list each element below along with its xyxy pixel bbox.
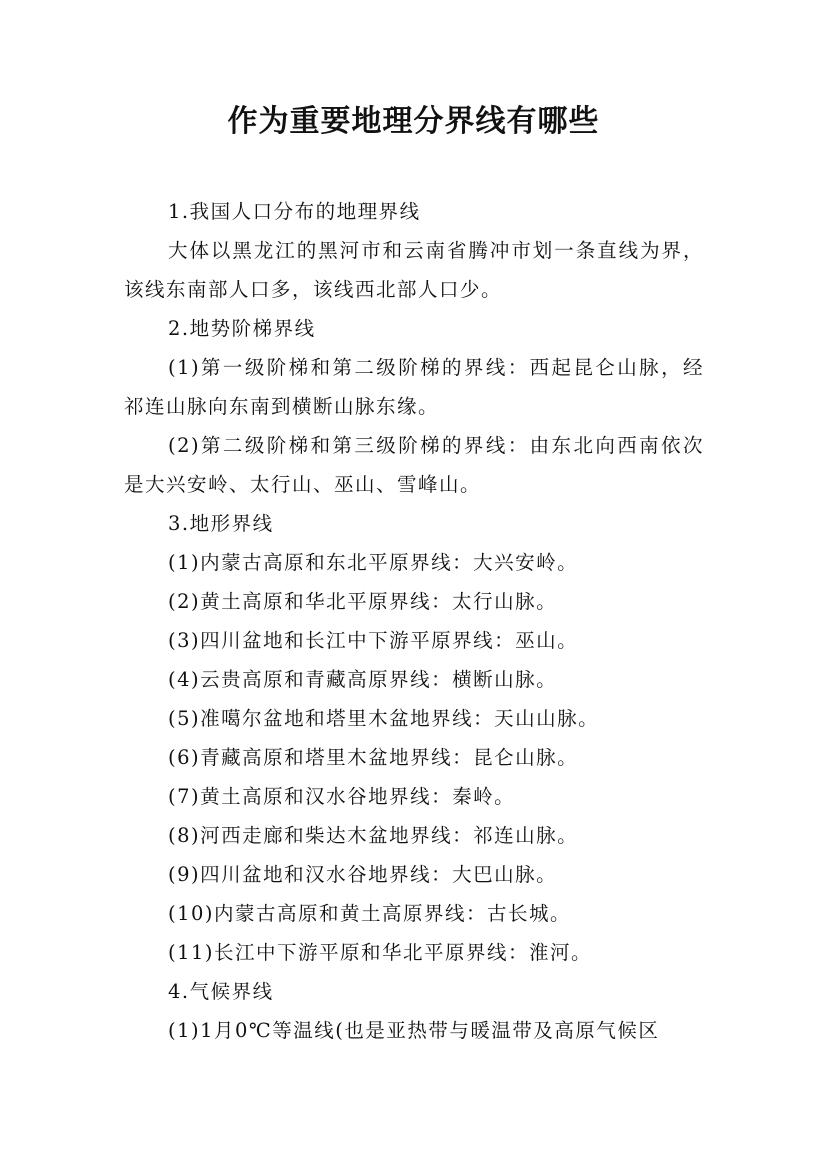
- paragraph-step-2-3: (2)第二级阶梯和第三级阶梯的界线：由东北向西南依次是大兴安岭、太行山、巫山、雪峰山。: [124, 434, 704, 496]
- document-title: 作为重要地理分界线有哪些: [227, 104, 600, 139]
- list-item-climate-1: (1)1月0℃等温线(也是亚热带与暖温带及高原气候区: [168, 1019, 660, 1042]
- paragraph-step-1-2: (1)第一级阶梯和第二级阶梯的界线：西起昆仑山脉，经祁连山脉向东南到横断山脉东缘。: [124, 356, 704, 418]
- heading-landform-lines: 3.地形界线: [168, 512, 274, 535]
- list-item-landform-9: (9)四川盆地和汉水谷地界线：大巴山脉。: [168, 863, 558, 886]
- list-item-landform-7: (7)黄土高原和汉水谷地界线：秦岭。: [168, 785, 516, 808]
- document-body: [124, 192, 704, 1050]
- heading-climate-lines: 4.气候界线: [168, 980, 274, 1003]
- list-item-landform-6: (6)青藏高原和塔里木盆地界线：昆仑山脉。: [168, 746, 579, 769]
- heading-population-line: 1.我国人口分布的地理界线: [168, 200, 421, 223]
- list-item-landform-1: (1)内蒙古高原和东北平原界线：大兴安岭。: [168, 551, 579, 574]
- list-item-landform-4: (4)云贵高原和青藏高原界线：横断山脉。: [168, 668, 558, 691]
- list-item-landform-10: (10)内蒙古高原和黄土高原界线：古长城。: [168, 902, 572, 925]
- paragraph-population-line: 大体以黑龙江的黑河市和云南省腾冲市划一条直线为界，该线东南部人口多，该线西北部人口少。: [124, 239, 704, 301]
- list-item-landform-11: (11)长江中下游平原和华北平原界线：淮河。: [168, 941, 593, 964]
- list-item-landform-2: (2)黄土高原和华北平原界线：太行山脉。: [168, 590, 558, 613]
- list-item-landform-5: (5)准噶尔盆地和塔里木盆地界线：天山山脉。: [168, 707, 600, 730]
- list-item-landform-3: (3)四川盆地和长江中下游平原界线：巫山。: [168, 629, 579, 652]
- list-item-landform-8: (8)河西走廊和柴达木盆地界线：祁连山脉。: [168, 824, 579, 847]
- heading-terrain-steps: 2.地势阶梯界线: [168, 317, 316, 340]
